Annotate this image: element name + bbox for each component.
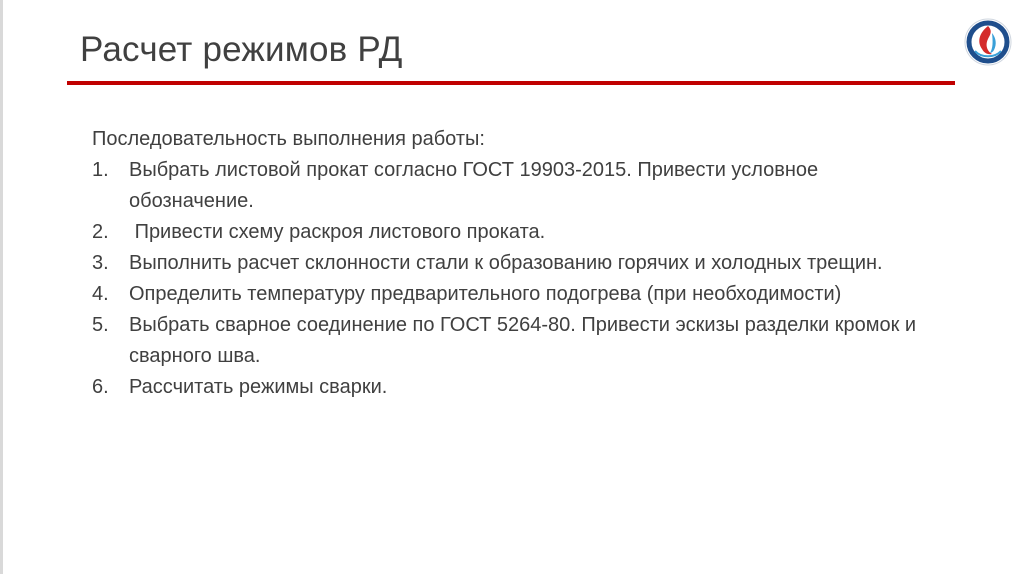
list-item-text: Выбрать сварное соединение по ГОСТ 5264-80. Привести эскизы разделки кромок и сварного шва.	[129, 314, 917, 367]
list-item	[92, 279, 942, 310]
list-item-text: Привести схему раскроя листового проката.	[129, 221, 546, 243]
list-item	[92, 217, 942, 248]
list-item-number: 4.	[92, 283, 109, 305]
title-divider	[67, 81, 955, 85]
list-item-text: Выполнить расчет склонности стали к образованию горячих и холодных трещин.	[129, 252, 883, 274]
list-item	[92, 248, 942, 279]
list-item-number: 5.	[92, 314, 109, 336]
list-item-number: 1.	[92, 159, 109, 181]
list-item	[92, 372, 942, 403]
content-body	[92, 124, 942, 403]
slide-title: Расчет режимов РД	[80, 30, 403, 69]
company-logo-icon	[963, 17, 1013, 67]
intro-text: Последовательность выполнения работы:	[92, 128, 485, 150]
list-item	[92, 155, 942, 217]
list-item-number: 3.	[92, 252, 109, 274]
list-item	[92, 310, 942, 372]
steps-list	[92, 155, 942, 403]
list-item-text: Выбрать листовой прокат согласно ГОСТ 19903-2015. Привести условное обозначение.	[129, 159, 819, 212]
list-item-text: Рассчитать режимы сварки.	[129, 376, 388, 398]
list-item-text: Определить температуру предварительного подогрева (при необходимости)	[129, 283, 842, 305]
list-item-number: 6.	[92, 376, 109, 398]
slide-edge	[0, 0, 3, 574]
list-item-number: 2.	[92, 221, 109, 243]
